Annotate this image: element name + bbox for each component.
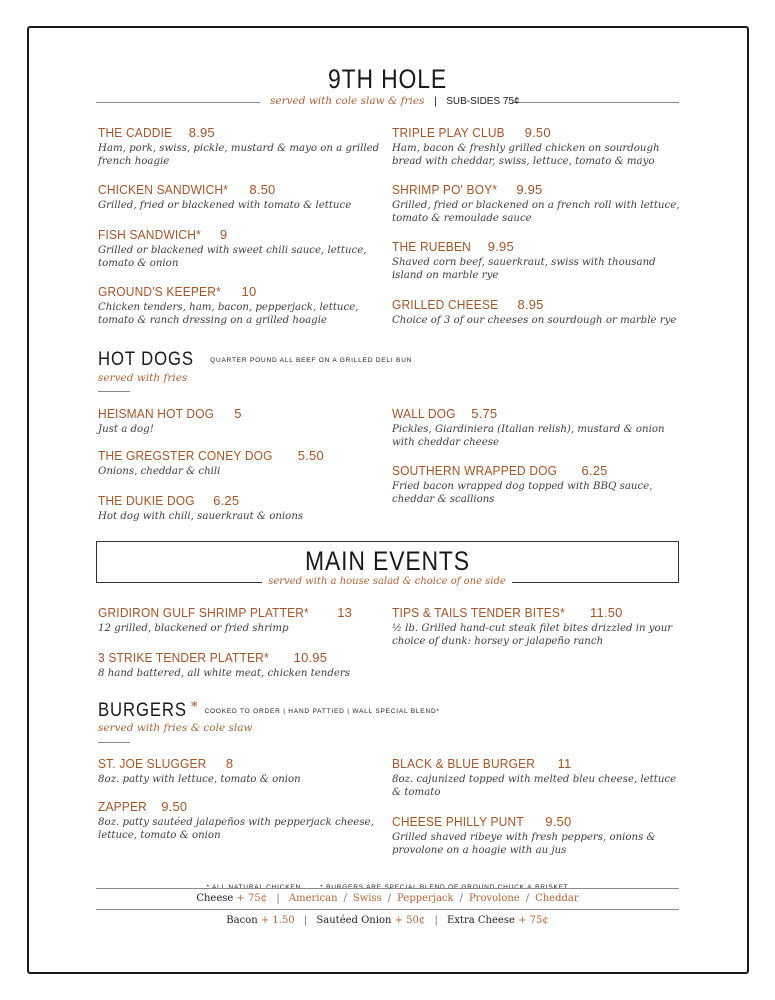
item-name: SOUTHERN WRAPPED DOG — [392, 463, 558, 478]
menu-item — [392, 463, 682, 506]
item-name: ST. JOE SLUGGER — [98, 756, 207, 771]
section-title-9th-hole: 9TH HOLE — [327, 64, 448, 94]
item-name: FISH SANDWICH* — [98, 227, 201, 242]
menu-item — [98, 284, 383, 327]
item-name: CHEESE PHILLY PUNT — [392, 814, 524, 829]
item-name: HEISMAN HOT DOG — [98, 406, 215, 421]
main-events-tagline: served with a house salad & choice of one side — [262, 576, 512, 587]
item-description: Fried bacon wrapped dog topped with BBQ sauce, cheddar & scallions — [392, 481, 653, 505]
item-description: Grilled or blackened with sweet chili sauce, lettuce, tomato & onion — [98, 245, 367, 269]
item-price: 11 — [557, 756, 572, 771]
item-price: 8.95 — [517, 297, 544, 312]
hot-dogs-note: QUARTER POUND ALL BEEF ON A GRILLED DELI BUN — [210, 357, 413, 364]
menu-item — [98, 406, 383, 437]
cheese-option: Provolone — [468, 893, 520, 904]
item-description: Pickles, Giardiniera (Italian relish), mustard & onion with cheddar cheese — [392, 424, 665, 448]
cheese-option: Cheddar — [535, 893, 579, 904]
item-price: 9.50 — [524, 125, 551, 140]
item-description: Hot dog with chili, sauerkraut & onions — [98, 511, 304, 522]
item-price: 9 — [219, 227, 228, 242]
item-price: 11.50 — [589, 605, 623, 620]
item-name: GRIDIRON GULF SHRIMP PLATTER* — [98, 605, 309, 620]
item-price: 5.50 — [297, 448, 324, 463]
item-description: 12 grilled, blackened or fried shrimp — [98, 623, 289, 634]
item-price: 6.25 — [581, 463, 608, 478]
extra-addons: Bacon + 1.50 | Sautéed Onion + 50¢ | Extra Cheese + 75¢ — [226, 915, 549, 926]
divider-left — [96, 102, 260, 103]
item-price: 8.95 — [188, 125, 215, 140]
burgers-header — [98, 700, 440, 722]
item-name: GROUND'S KEEPER* — [98, 284, 221, 299]
cheese-option: American — [288, 893, 338, 904]
item-price: 13 — [337, 605, 353, 620]
item-description: Grilled, fried or blackened on a french roll with lettuce, tomato & remoulade sauce — [392, 200, 680, 224]
item-name: THE CADDIE — [98, 125, 173, 140]
menu-item — [98, 493, 383, 524]
burgers-tagline: served with fries & cole slaw — [98, 722, 253, 734]
item-name: GRILLED CHEESE — [392, 297, 499, 312]
item-description: ½ lb. Grilled hand-cut steak filet bites drizzled in your choice of dunk: horsey or jalapeño ranch — [392, 623, 673, 647]
item-name: 3 STRIKE TENDER PLATTER* — [98, 650, 269, 665]
menu-item — [392, 756, 682, 799]
hot-dogs-underline — [98, 391, 130, 392]
extra-price: + 75¢ — [518, 915, 549, 926]
item-description: 8oz. patty with lettuce, tomato & onion — [98, 774, 301, 785]
extra-label: Bacon — [226, 915, 258, 926]
item-price: 5 — [234, 406, 242, 421]
menu-item — [392, 814, 682, 857]
section-title-hot-dogs: HOT DOGS — [98, 349, 194, 370]
item-price: 8 — [225, 756, 234, 771]
hot-dogs-header — [98, 349, 412, 371]
menu-item — [98, 650, 383, 681]
section-title-main-events: MAIN EVENTS — [305, 546, 470, 576]
item-name: CHICKEN SANDWICH* — [98, 182, 229, 197]
cheese-option: Pepperjack — [397, 893, 454, 904]
item-description: Ham, pork, swiss, pickle, mustard & mayo on a grilled french hoagie — [98, 143, 380, 167]
cheese-addons: Cheese + 75¢ | American / Swiss / Pepperjack / Provolone / Cheddar — [196, 893, 579, 904]
item-description: Choice of 3 of our cheeses on sourdough or marble rye — [392, 315, 677, 326]
addons-rule-top — [96, 888, 679, 889]
extra-price: + 50¢ — [394, 915, 426, 926]
burgers-asterisk: * — [190, 700, 198, 715]
burgers-underline — [98, 742, 130, 743]
item-description: 8oz. cajunized topped with melted bleu cheese, lettuce & tomato — [392, 774, 677, 798]
menu-item — [392, 406, 682, 449]
ninth-hole-subtitle: served with cole slaw & fries | SUB-SIDES 75¢ — [270, 95, 520, 107]
extra-label: Extra Cheese — [447, 915, 515, 926]
item-price: 5.75 — [471, 406, 498, 421]
extra-price: + 1.50 — [260, 915, 295, 926]
item-name: BLACK & BLUE BURGER — [392, 756, 536, 771]
menu-item — [98, 799, 383, 842]
item-description: Shaved corn beef, sauerkraut, swiss with thousand island on marble rye — [392, 257, 656, 281]
item-description: 8 hand battered, all white meat, chicken tenders — [98, 668, 351, 679]
item-name: TRIPLE PLAY CLUB — [392, 125, 505, 140]
menu-item — [98, 227, 383, 270]
item-name: ZAPPER — [98, 799, 147, 814]
menu-item — [392, 297, 682, 328]
item-description: Grilled, fried or blackened with tomato & lettuce — [98, 200, 352, 211]
item-description: Grilled shaved ribeye with fresh peppers, onions & provolone on a hoagie with au jus — [392, 832, 656, 856]
ninth-hole-tagline: served with cole slaw & fries — [270, 95, 425, 107]
cheese-option: Swiss — [352, 893, 382, 904]
menu-item — [392, 605, 682, 648]
item-price: 6.25 — [213, 493, 240, 508]
extra-label: Sautéed Onion — [316, 915, 392, 926]
item-description: 8oz. patty sautéed jalapeños with pepperjack cheese, lettuce, tomato & onion — [98, 817, 374, 841]
item-price: 10 — [241, 284, 257, 299]
cheese-price: + 75¢ — [236, 893, 268, 904]
menu-item — [98, 448, 383, 479]
burgers-note: COOKED TO ORDER | HAND PATTIED | WALL SPECIAL BLEND* — [204, 708, 440, 715]
item-price: 9.50 — [161, 799, 188, 814]
item-price: 8.50 — [249, 182, 276, 197]
item-name: SHRIMP PO' BOY* — [392, 182, 498, 197]
item-price: 9.95 — [487, 239, 514, 254]
item-price: 10.95 — [293, 650, 328, 665]
section-title-burgers: BURGERS — [98, 700, 187, 721]
item-name: THE DUKIE DOG — [98, 493, 195, 508]
item-description: Onions, cheddar & chili — [98, 466, 221, 477]
item-name: THE GREGSTER CONEY DOG — [98, 448, 273, 463]
menu-item — [98, 125, 383, 168]
item-description: Chicken tenders, ham, bacon, pepperjack, lettuce, tomato & ranch dressing on a grilled hoagie — [98, 302, 359, 326]
item-description: Ham, bacon & freshly grilled chicken on sourdough bread with cheddar, swiss, lettuce, tomato & mayo — [392, 143, 660, 167]
footnotes — [0, 874, 775, 893]
menu-item — [392, 182, 682, 225]
item-description: Just a dog! — [98, 424, 154, 435]
cheese-label: Cheese — [196, 893, 234, 904]
item-name: WALL DOG — [392, 406, 456, 421]
menu-item — [98, 756, 383, 787]
hot-dogs-tagline: served with fries — [98, 372, 188, 384]
item-price: 9.50 — [545, 814, 572, 829]
menu-item — [392, 239, 682, 282]
subsides-note: SUB-SIDES 75¢ — [446, 96, 520, 107]
menu-item — [98, 605, 383, 636]
menu-item — [98, 182, 383, 213]
addons-rule-bottom — [96, 909, 679, 910]
item-price: 9.95 — [516, 182, 543, 197]
divider-right — [512, 102, 679, 103]
menu-item — [392, 125, 682, 168]
item-name: TIPS & TAILS TENDER BITES* — [392, 605, 565, 620]
item-name: THE RUEBEN — [392, 239, 471, 254]
